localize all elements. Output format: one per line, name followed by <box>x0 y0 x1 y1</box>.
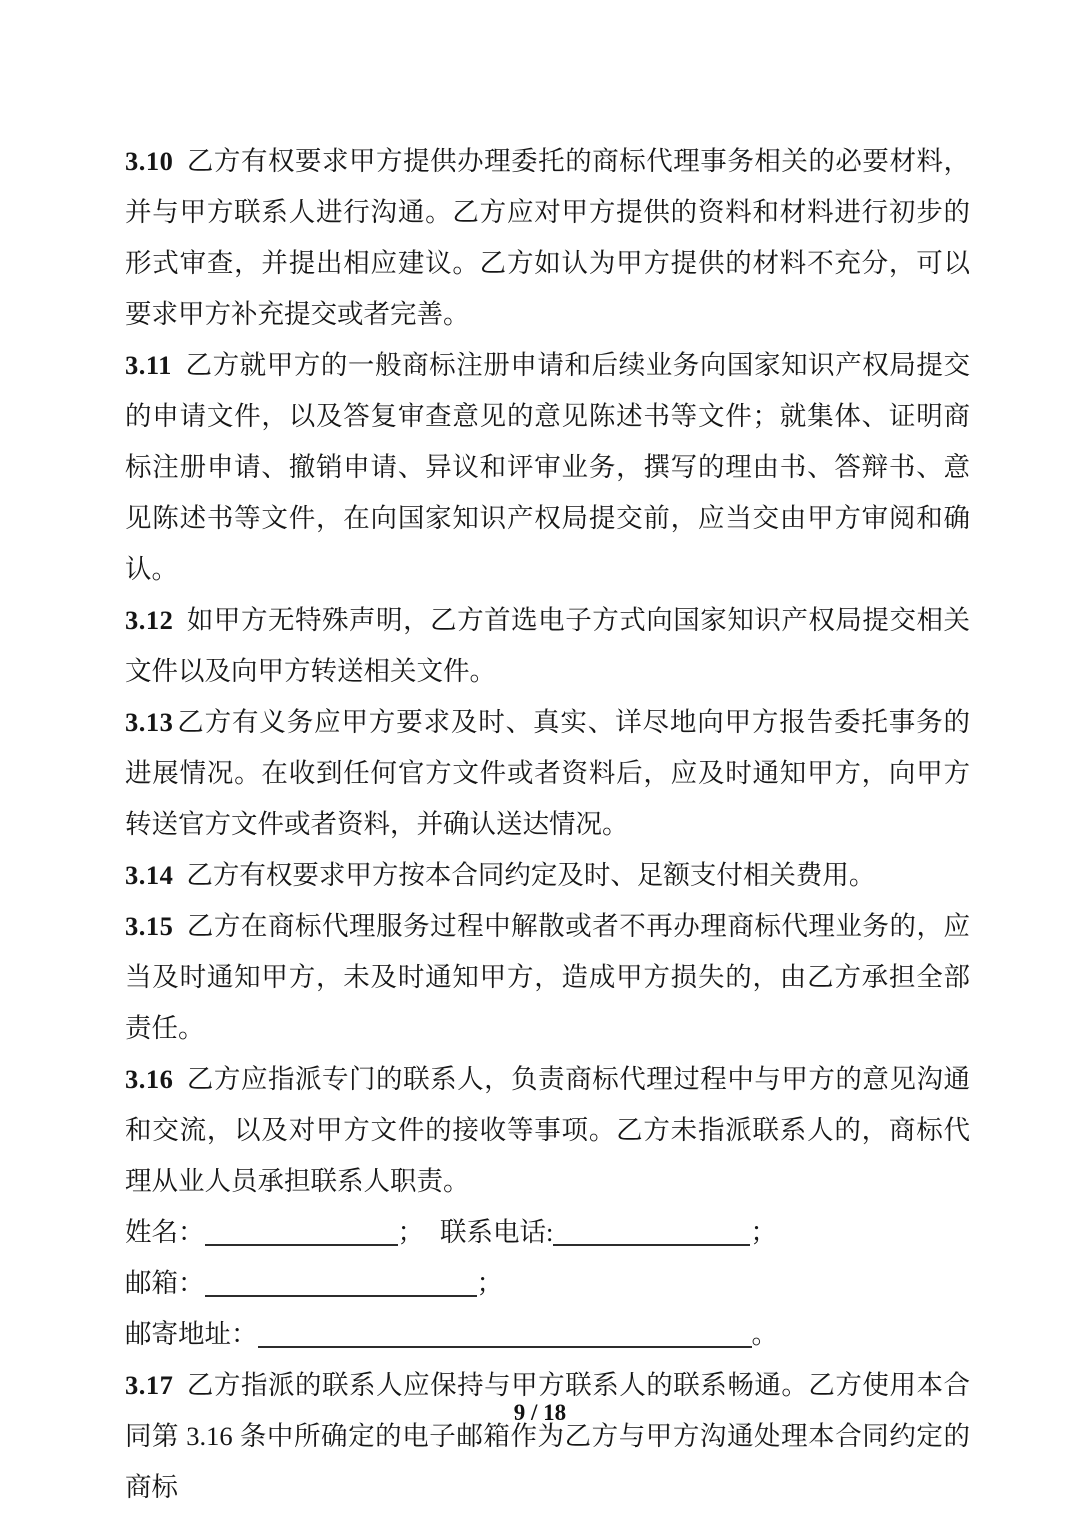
clause-number: 3.14 <box>125 860 174 890</box>
email-blank-field[interactable] <box>205 1265 477 1297</box>
clause-number: 3.16 <box>125 1064 174 1094</box>
clause-number: 3.10 <box>125 146 174 176</box>
clause-3-13 <box>125 697 970 850</box>
address-label: 邮寄地址： <box>125 1319 258 1349</box>
clause-3-16 <box>125 1054 970 1207</box>
clause-number: 3.17 <box>125 1370 174 1400</box>
name-separator: ； <box>397 1217 424 1247</box>
contact-address-line <box>125 1309 970 1360</box>
clause-number: 3.11 <box>125 350 172 380</box>
phone-label: 联系电话: <box>440 1217 554 1247</box>
clause-text: 乙方有权要求甲方按本合同约定及时、足额支付相关费用。 <box>186 860 876 890</box>
clause-number: 3.15 <box>125 911 174 941</box>
document-content <box>125 136 970 1513</box>
contact-email-line <box>125 1258 970 1309</box>
contact-name-phone-line <box>125 1207 970 1258</box>
clause-3-14 <box>125 850 970 901</box>
clause-number: 3.12 <box>125 605 174 635</box>
phone-blank-field[interactable] <box>553 1214 750 1246</box>
clause-text: 乙方就甲方的一般商标注册申请和后续业务向国家知识产权局提交的申请文件，以及答复审查意见的意见陈述书等文件；就集体、证明商标注册申请、撤销申请、异议和评审业务，撰写的理由书、答辩书、意见陈述书等文件，在向国家知识产权局提交前，应当交由甲方审阅和确认。 <box>125 350 970 584</box>
clause-number: 3.13 <box>125 707 174 737</box>
email-label: 邮箱： <box>125 1268 205 1298</box>
clause-3-11 <box>125 340 970 595</box>
phone-separator: ； <box>750 1217 777 1247</box>
name-label: 姓名： <box>125 1217 205 1247</box>
email-separator: ； <box>476 1268 503 1298</box>
clause-text: 乙方应指派专门的联系人，负责商标代理过程中与甲方的意见沟通和交流，以及对甲方文件的接收等事项。乙方未指派联系人的，商标代理从业人员承担联系人职责。 <box>125 1064 970 1196</box>
clause-text: 乙方在商标代理服务过程中解散或者不再办理商标代理业务的，应当及时通知甲方，未及时通知甲方，造成甲方损失的，由乙方承担全部责任。 <box>125 911 970 1043</box>
clause-text: 如甲方无特殊声明，乙方首选电子方式向国家知识产权局提交相关文件以及向甲方转送相关文件。 <box>125 605 970 686</box>
clause-text: 乙方有权要求甲方提供办理委托的商标代理事务相关的必要材料，并与甲方联系人进行沟通。乙方应对甲方提供的资料和材料进行初步的形式审查，并提出相应建议。乙方如认为甲方提供的材料不充分，可以要求甲方补充提交或者完善。 <box>125 146 970 329</box>
clause-text: 乙方指派的联系人应保持与甲方联系人的联系畅通。乙方使用本合同第 3.16 条中所确定的电子邮箱作为乙方与甲方沟通处理本合同约定的商标 <box>125 1370 970 1502</box>
address-blank-field[interactable] <box>258 1316 752 1348</box>
clause-3-10 <box>125 136 970 340</box>
name-blank-field[interactable] <box>205 1214 398 1246</box>
address-terminator: 。 <box>751 1319 778 1349</box>
page-number: 9 / 18 <box>513 1400 567 1425</box>
clause-3-17 <box>125 1360 970 1513</box>
clause-text: 乙方有义务应甲方要求及时、真实、详尽地向甲方报告委托事务的进展情况。在收到任何官方文件或者资料后，应及时通知甲方，向甲方转送官方文件或者资料，并确认送达情况。 <box>125 707 970 839</box>
clause-3-12 <box>125 595 970 697</box>
clause-3-15 <box>125 901 970 1054</box>
